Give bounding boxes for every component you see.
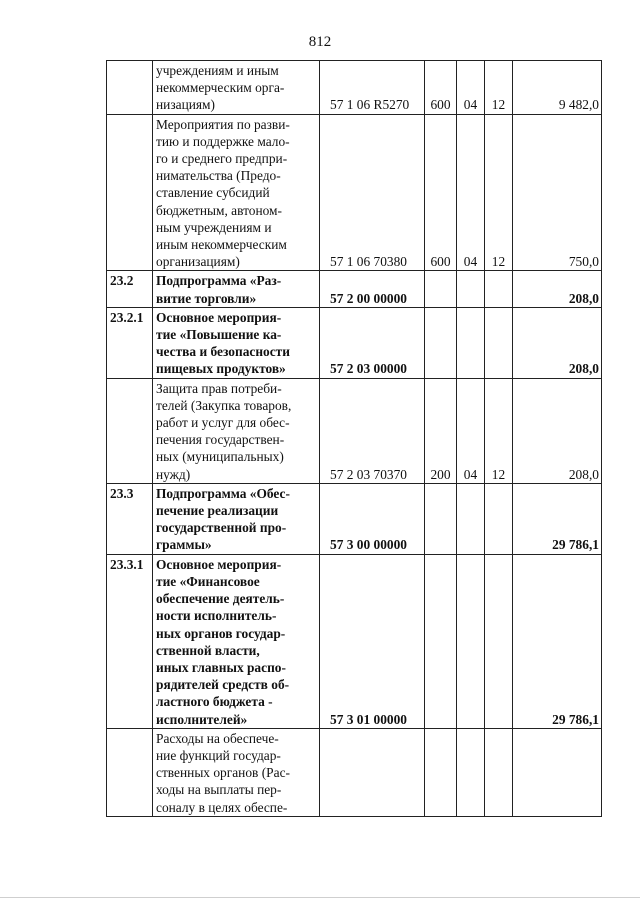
row-name-cell	[153, 483, 320, 554]
row-name-line: витие торговли»	[156, 290, 257, 306]
row-name-cell	[153, 61, 320, 115]
row-section-cell	[457, 554, 485, 728]
row-name-line: учреждениям и иным	[156, 63, 279, 78]
row-section-cell	[457, 483, 485, 554]
row-expense-type-cell	[425, 271, 457, 307]
row-sum-cell: 29 786,1	[513, 483, 602, 554]
page-number: 812	[308, 34, 332, 50]
table-row	[107, 271, 602, 307]
row-name-line: нужд)	[156, 466, 191, 482]
table-row	[107, 378, 602, 483]
row-name-line: ственных органов (Рас-	[156, 765, 290, 781]
row-name-line: низациям)	[156, 97, 215, 113]
table-row	[107, 554, 602, 728]
row-name-line: ластного бюджета -	[156, 694, 273, 710]
row-section-cell	[457, 307, 485, 378]
row-name-line: ным учреждениям и	[156, 219, 272, 235]
row-name-line: некоммерческим орга-	[156, 80, 285, 96]
row-subsection-cell: 12	[485, 114, 513, 271]
row-name-cell	[153, 114, 320, 271]
row-name-line: чества и безопасности	[156, 344, 290, 360]
row-sum-cell: 208,0	[513, 271, 602, 307]
row-name-line: ственной власти,	[156, 642, 260, 658]
row-expense-type-cell	[425, 483, 457, 554]
row-code-cell: 57 2 03 70370	[320, 378, 425, 483]
row-section-cell: 04	[457, 61, 485, 115]
row-sum-cell: 208,0	[513, 378, 602, 483]
row-name-cell	[153, 728, 320, 816]
row-code-cell: 57 2 03 00000	[320, 307, 425, 378]
row-section-cell: 04	[457, 114, 485, 271]
row-name-line: работ и услуг для обес-	[156, 415, 290, 431]
row-name-line: тие «Финансовое	[156, 573, 260, 589]
row-sum-cell: 29 786,1	[513, 554, 602, 728]
row-expense-type-cell: 200	[425, 378, 457, 483]
row-number-cell	[107, 114, 153, 271]
table-body	[107, 61, 602, 817]
row-name-line: ности исполнитель-	[156, 608, 277, 624]
row-name-cell	[153, 554, 320, 728]
row-number-cell: 23.3.1	[107, 554, 153, 728]
row-name-line: ных органов государ-	[156, 625, 286, 641]
row-section-cell: 04	[457, 378, 485, 483]
row-subsection-cell	[485, 728, 513, 816]
row-section-cell	[457, 271, 485, 307]
row-name-line: ставление субсидий	[156, 185, 270, 201]
row-name-line: граммы»	[156, 537, 212, 553]
footer-divider	[0, 897, 640, 898]
row-name-line: печения государствен-	[156, 432, 285, 448]
row-name-line: тие «Повышение ка-	[156, 327, 282, 343]
row-name-line: организациям)	[156, 254, 240, 270]
row-code-cell: 57 1 06 R5270	[320, 61, 425, 115]
row-name-line: Расходы на обеспече-	[156, 730, 279, 746]
table-row	[107, 307, 602, 378]
row-sum-cell: 750,0	[513, 114, 602, 271]
row-name-cell	[153, 271, 320, 307]
row-name-line: рядителей средств об-	[156, 677, 290, 693]
table-row	[107, 114, 602, 271]
row-name-line: ние функций государ-	[156, 747, 281, 763]
row-name-line: пищевых продуктов»	[156, 361, 286, 377]
row-number-cell: 23.2.1	[107, 307, 153, 378]
row-number-cell: 23.2	[107, 271, 153, 307]
row-expense-type-cell	[425, 728, 457, 816]
table-row	[107, 483, 602, 554]
row-name-line: Основное мероприя-	[156, 556, 282, 572]
row-expense-type-cell: 600	[425, 114, 457, 271]
row-name-line: Защита прав потреби-	[156, 380, 282, 396]
row-name-line: исполнителей»	[156, 711, 248, 727]
row-name-line: иных главных распо-	[156, 659, 286, 675]
row-number-cell	[107, 61, 153, 115]
row-subsection-cell: 12	[485, 61, 513, 115]
row-name-cell	[153, 307, 320, 378]
row-name-line: телей (Закупка товаров,	[156, 397, 292, 413]
row-name-line: бюджетным, автоном-	[156, 202, 282, 218]
row-subsection-cell	[485, 554, 513, 728]
row-name-line: тию и поддержке мало-	[156, 133, 290, 149]
row-name-line: иным некоммерческим	[156, 237, 287, 253]
row-name-line: Мероприятия по разви-	[156, 116, 290, 132]
row-code-cell: 57 3 01 00000	[320, 554, 425, 728]
row-sum-cell: 208,0	[513, 307, 602, 378]
row-sum-cell	[513, 728, 602, 816]
row-expense-type-cell	[425, 307, 457, 378]
row-number-cell: 23.3	[107, 483, 153, 554]
row-number-cell	[107, 378, 153, 483]
row-section-cell	[457, 728, 485, 816]
budget-table	[106, 60, 602, 817]
row-name-line: ходы на выплаты пер-	[156, 782, 282, 798]
table-row	[107, 61, 602, 115]
row-subsection-cell	[485, 307, 513, 378]
row-subsection-cell	[485, 483, 513, 554]
row-subsection-cell: 12	[485, 378, 513, 483]
row-code-cell: 57 2 00 00000	[320, 271, 425, 307]
row-expense-type-cell	[425, 554, 457, 728]
row-name-line: Основное мероприя-	[156, 309, 282, 325]
row-number-cell	[107, 728, 153, 816]
row-subsection-cell	[485, 271, 513, 307]
row-sum-cell: 9 482,0	[513, 61, 602, 115]
row-code-cell: 57 1 06 70380	[320, 114, 425, 271]
row-name-line: соналу в целях обеспе-	[156, 799, 288, 815]
row-name-line: го и среднего предпри-	[156, 151, 288, 167]
row-expense-type-cell: 600	[425, 61, 457, 115]
row-name-line: обеспечение деятель-	[156, 591, 285, 607]
row-name-cell	[153, 378, 320, 483]
table-row	[107, 728, 602, 816]
row-name-line: нимательства (Предо-	[156, 168, 281, 184]
row-name-line: Подпрограмма «Обес-	[156, 485, 290, 501]
row-code-cell	[320, 728, 425, 816]
row-name-line: ных (муниципальных)	[156, 449, 284, 465]
row-name-line: государственной про-	[156, 520, 287, 536]
row-name-line: Подпрограмма «Раз-	[156, 273, 282, 289]
row-name-line: печение реализации	[156, 503, 279, 519]
row-code-cell: 57 3 00 00000	[320, 483, 425, 554]
